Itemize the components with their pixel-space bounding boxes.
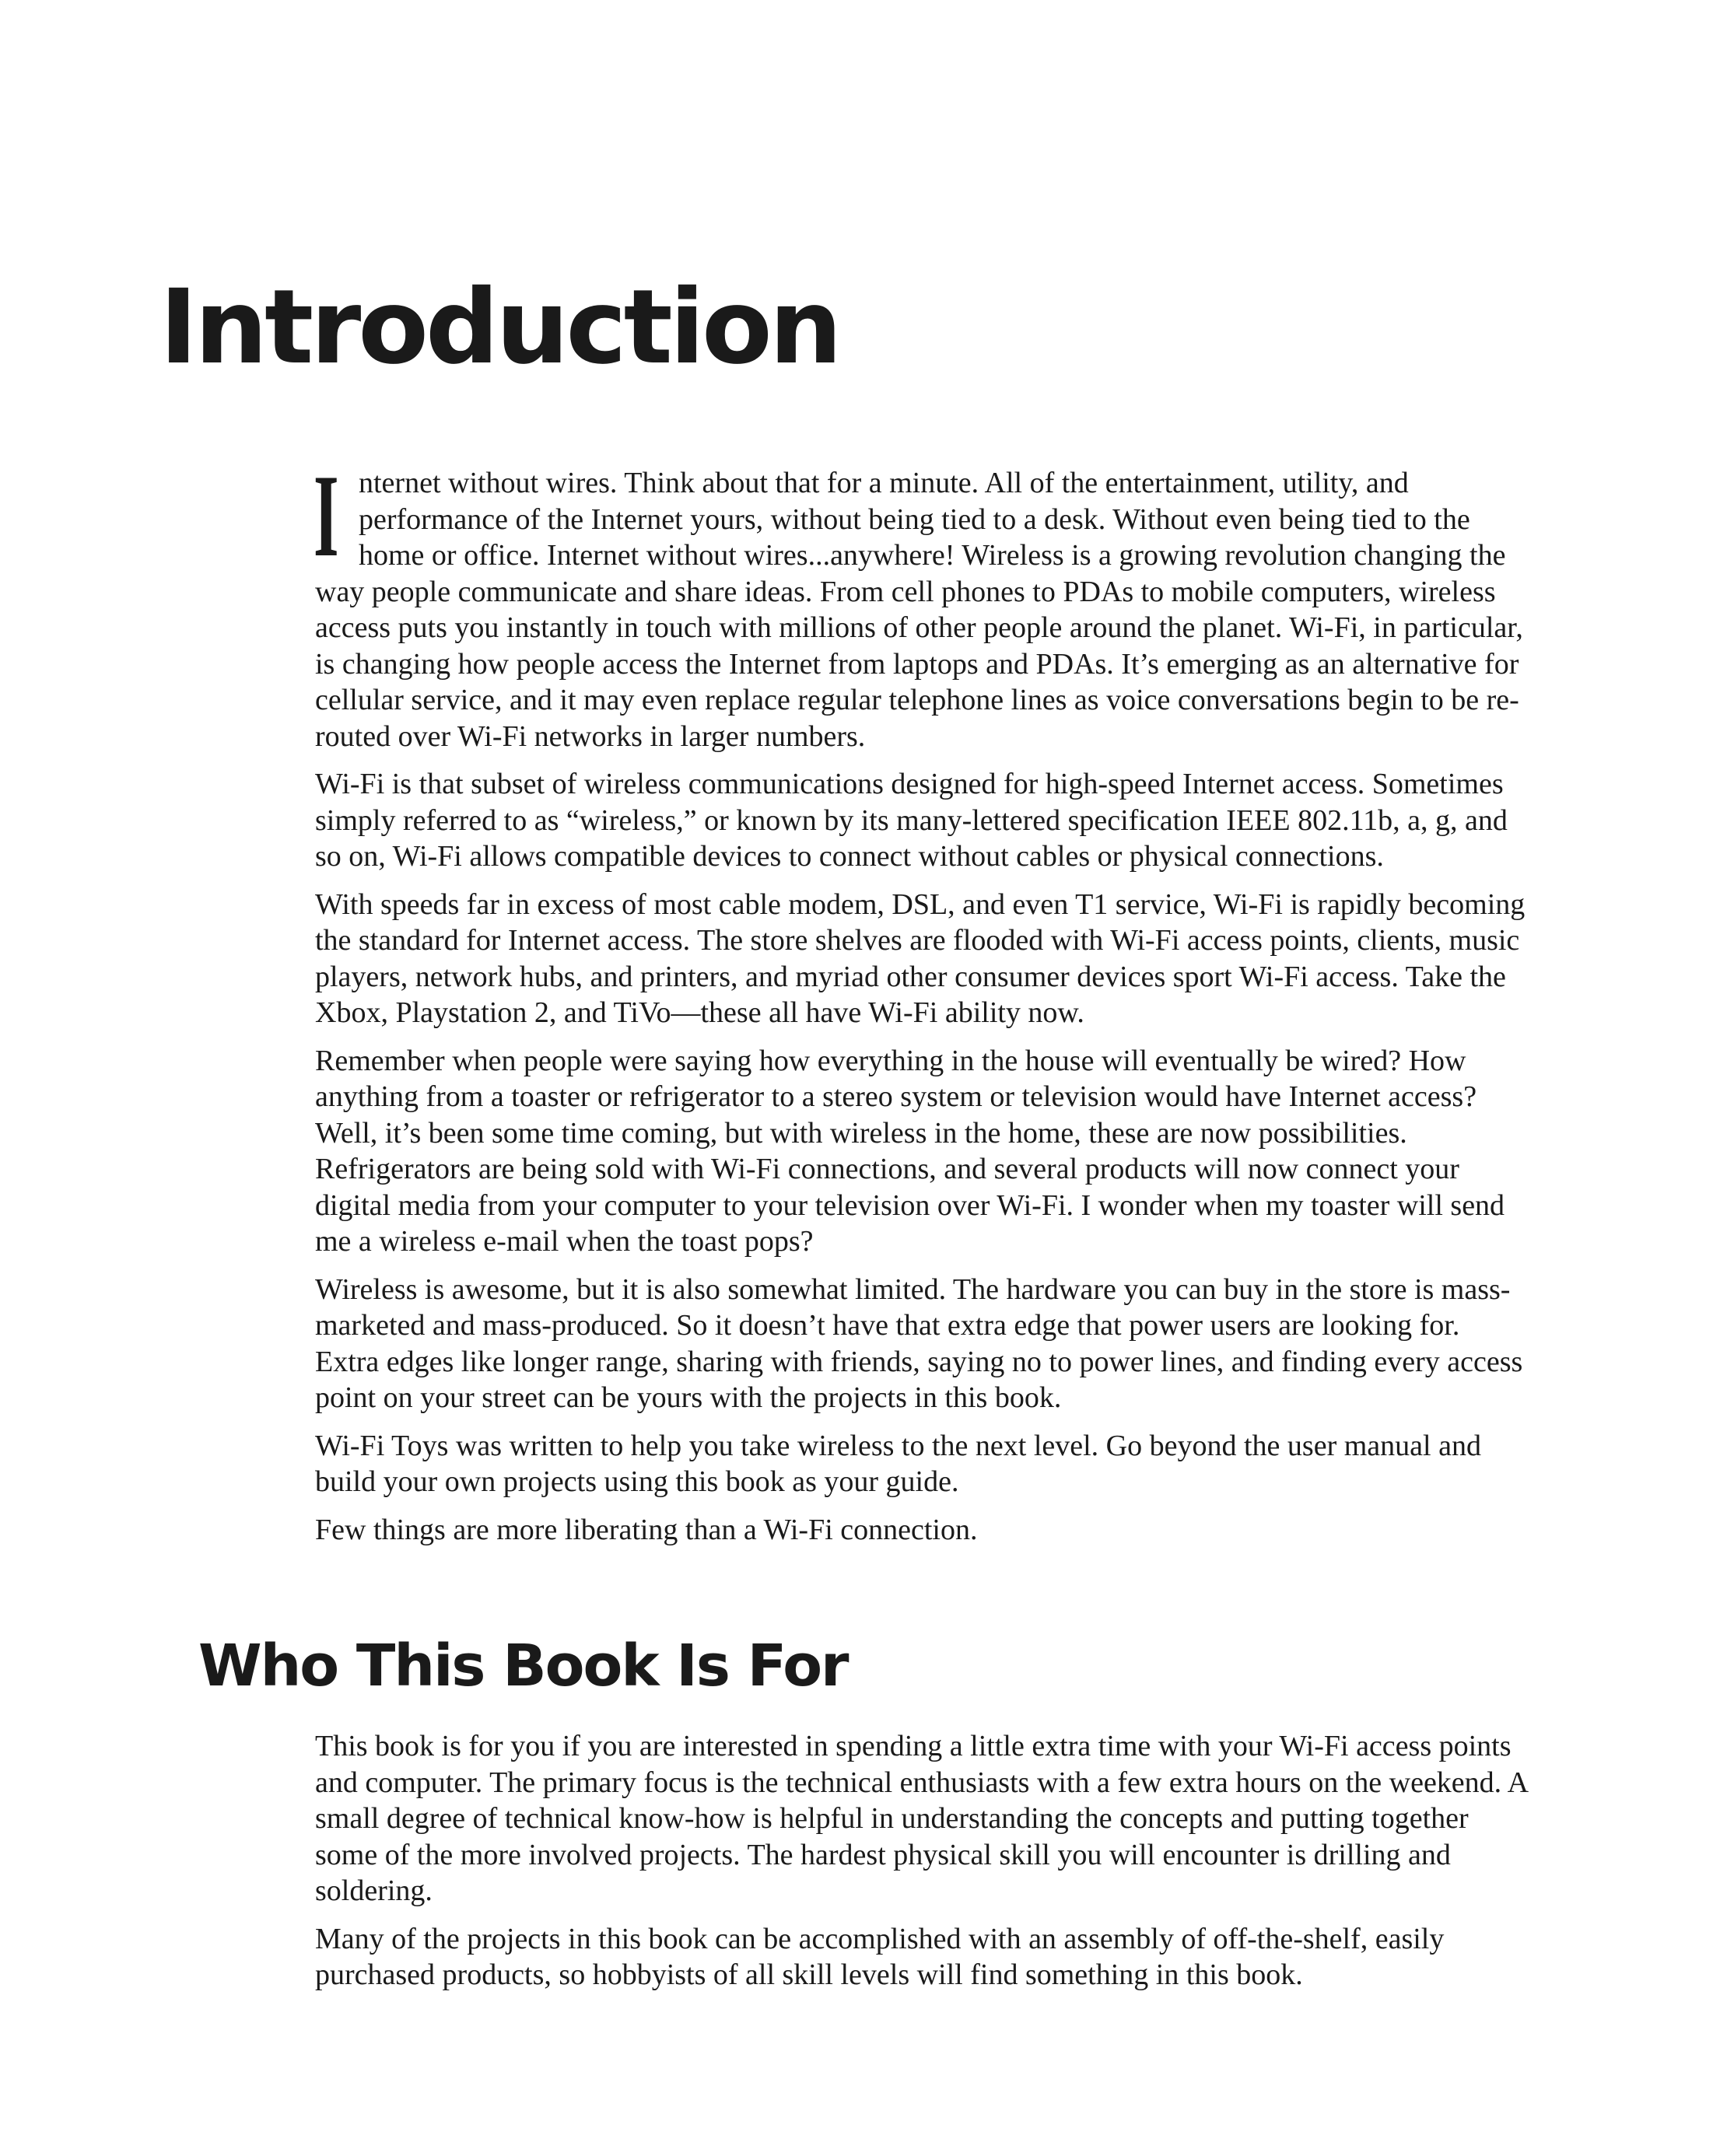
intro-body: [314, 450, 1529, 1559]
section-heading-who: Who This Book Is For: [198, 1633, 848, 1699]
intro-paragraph-7: Few things are more liberating than a Wi-Fi connection.: [315, 1513, 978, 1546]
intro-paragraph-1: [314, 450, 1529, 754]
chapter-title: Introduction: [159, 268, 839, 387]
who-paragraph-2: Many of the projects in this book can be accomplished with an assembly of off-the-shelf, easily purchased products, so hobbyists of all skill levels will find something in this book.: [315, 1922, 1445, 1991]
who-body: [315, 1728, 1529, 2005]
intro-paragraph-1-text: nternet without wires. Think about that for a minute. All of the entertainment, utility, and performance of the Internet yours, without being tied to a desk. Without even being tied to the home or office. Internet without wires...anywhere! Wireless is a growing revolution changing the way people communicate and share ideas. From cell phones to PDAs to mobile computers, wireless access puts you instantly in touch with millions of other people around the planet. Wi-Fi, in particular, is changing how people access the Internet from laptops and PDAs. It’s emerging as an alternative for cellular service, and it may even replace regular telephone lines as voice conversations begin to be re-routed over Wi-Fi networks in larger numbers.: [315, 467, 1523, 753]
intro-paragraph-2: Wi-Fi is that subset of wireless communications designed for high-speed Internet access. Sometimes simply referred to as “wireless,” or known by its many-lettered specification IEEE 802.11b, a, g, and so on, Wi-Fi allows compatible devices to connect without cables or physical connections.: [315, 768, 1508, 873]
intro-paragraph-5: Wireless is awesome, but it is also somewhat limited. The hardware you can buy in the store is mass-marketed and mass-produced. So it doesn’t have that extra edge that power users are looking for. Extra edges like longer range, sharing with friends, saying no to power lines, and finding every access point on your street can be yours with the projects in this book.: [315, 1272, 1523, 1414]
intro-paragraph-3: With speeds far in excess of most cable modem, DSL, and even T1 service, Wi-Fi is rapidly becoming the standard for Internet access. The store shelves are flooded with Wi-Fi access points, clients, music players, network hubs, and printers, and myriad other consumer devices sport Wi-Fi access. Take the Xbox, Playstation 2, and TiVo—these all have Wi-Fi ability now.: [315, 887, 1526, 1029]
drop-cap: I: [314, 450, 339, 581]
who-paragraph-1: This book is for you if you are interested in spending a little extra time with your Wi-Fi access points and computer. The primary focus is the technical enthusiasts with a few extra hours on the weekend. A small degree of technical know-how is helpful in understanding the concepts and putting together some of the more involved projects. The hardest physical skill you will encounter is drilling and soldering.: [315, 1730, 1527, 1907]
intro-paragraph-6: Wi-Fi Toys was written to help you take wireless to the next level. Go beyond the user manual and build your own projects using this book as your guide.: [315, 1429, 1481, 1498]
intro-paragraph-4: Remember when people were saying how everything in the house will eventually be wired? How anything from a toaster or refrigerator to a stereo system or television would have Internet access? Well, it’s been some time coming, but with wireless in the home, these are now possibilities. Refrigerators are being sold with Wi-Fi connections, and several products will now connect your digital media from your computer to your television over Wi-Fi. I wonder when my toaster will send me a wireless e-mail when the toast pops?: [315, 1044, 1505, 1258]
